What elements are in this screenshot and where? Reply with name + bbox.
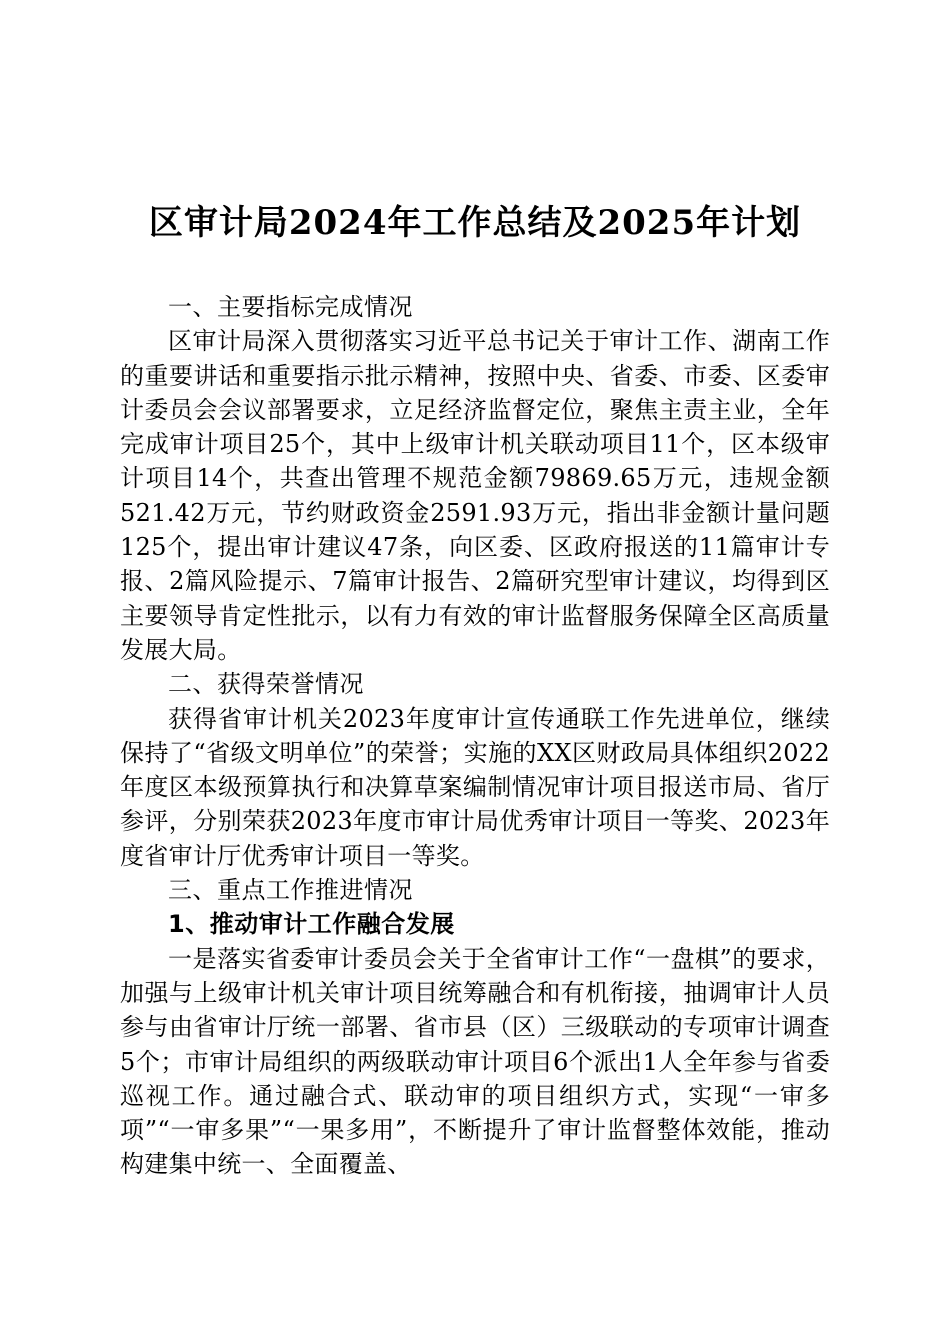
- section-3-paragraph-1: 一是落实省委审计委员会关于全省审计工作“一盘棋”的要求，加强与上级审计机关审计项目统筹融合和有机衔接，抽调审计人员参与由省审计厅统一部署、省市县（区）三级联动的专项审计调查5个；市审计局组织的两级联动审计项目6个派出1人全年参与省委巡视工作。通过融合式、联动审的项目组织方式，实现“一审多项”“一审多果”“一果多用”，不断提升了审计监督整体效能，推动构建集中统一、全面覆盖、: [120, 944, 830, 1179]
- section-1-paragraph-1: 区审计局深入贯彻落实习近平总书记关于审计工作、湖南工作的重要讲话和重要指示批示精神，按照中央、省委、市委、区委审计委员会会议部署要求，立足经济监督定位，聚焦主责主业，全年完成审计项目25个，其中上级审计机关联动项目11个，区本级审计项目14个，共查出管理不规范金额79869.65万元，违规金额521.42万元，节约财政资金2591.93万元，指出非金额计量问题125个，提出审计建议47条，向区委、区政府报送的11篇审计专报、2篇风险提示、7篇审计报告、2篇研究型审计建议，均得到区主要领导肯定性批示，以有力有效的审计监督服务保障全区高质量发展大局。: [120, 327, 830, 664]
- section-heading-1: 一、主要指标完成情况: [168, 293, 413, 321]
- document-body: [120, 290, 830, 1182]
- document-title: 区审计局2024年工作总结及2025年计划: [148, 203, 802, 243]
- section-heading-2: 二、获得荣誉情况: [168, 670, 364, 699]
- section-3-subheading-1: 1、推动审计工作融合发展: [168, 910, 455, 939]
- section-heading-3: 三、重点工作推进情况: [168, 876, 413, 905]
- section-2-paragraph-1: 获得省审计机关2023年度审计宣传通联工作先进单位，继续保持了“省级文明单位”的荣誉；实施的XX区财政局具体组织2022年度区本级预算执行和决算草案编制情况审计项目报送市局、省厅参评，分别荣获2023年度市审计局优秀审计项目一等奖、2023年度省审计厅优秀审计项目一等奖。: [120, 704, 830, 870]
